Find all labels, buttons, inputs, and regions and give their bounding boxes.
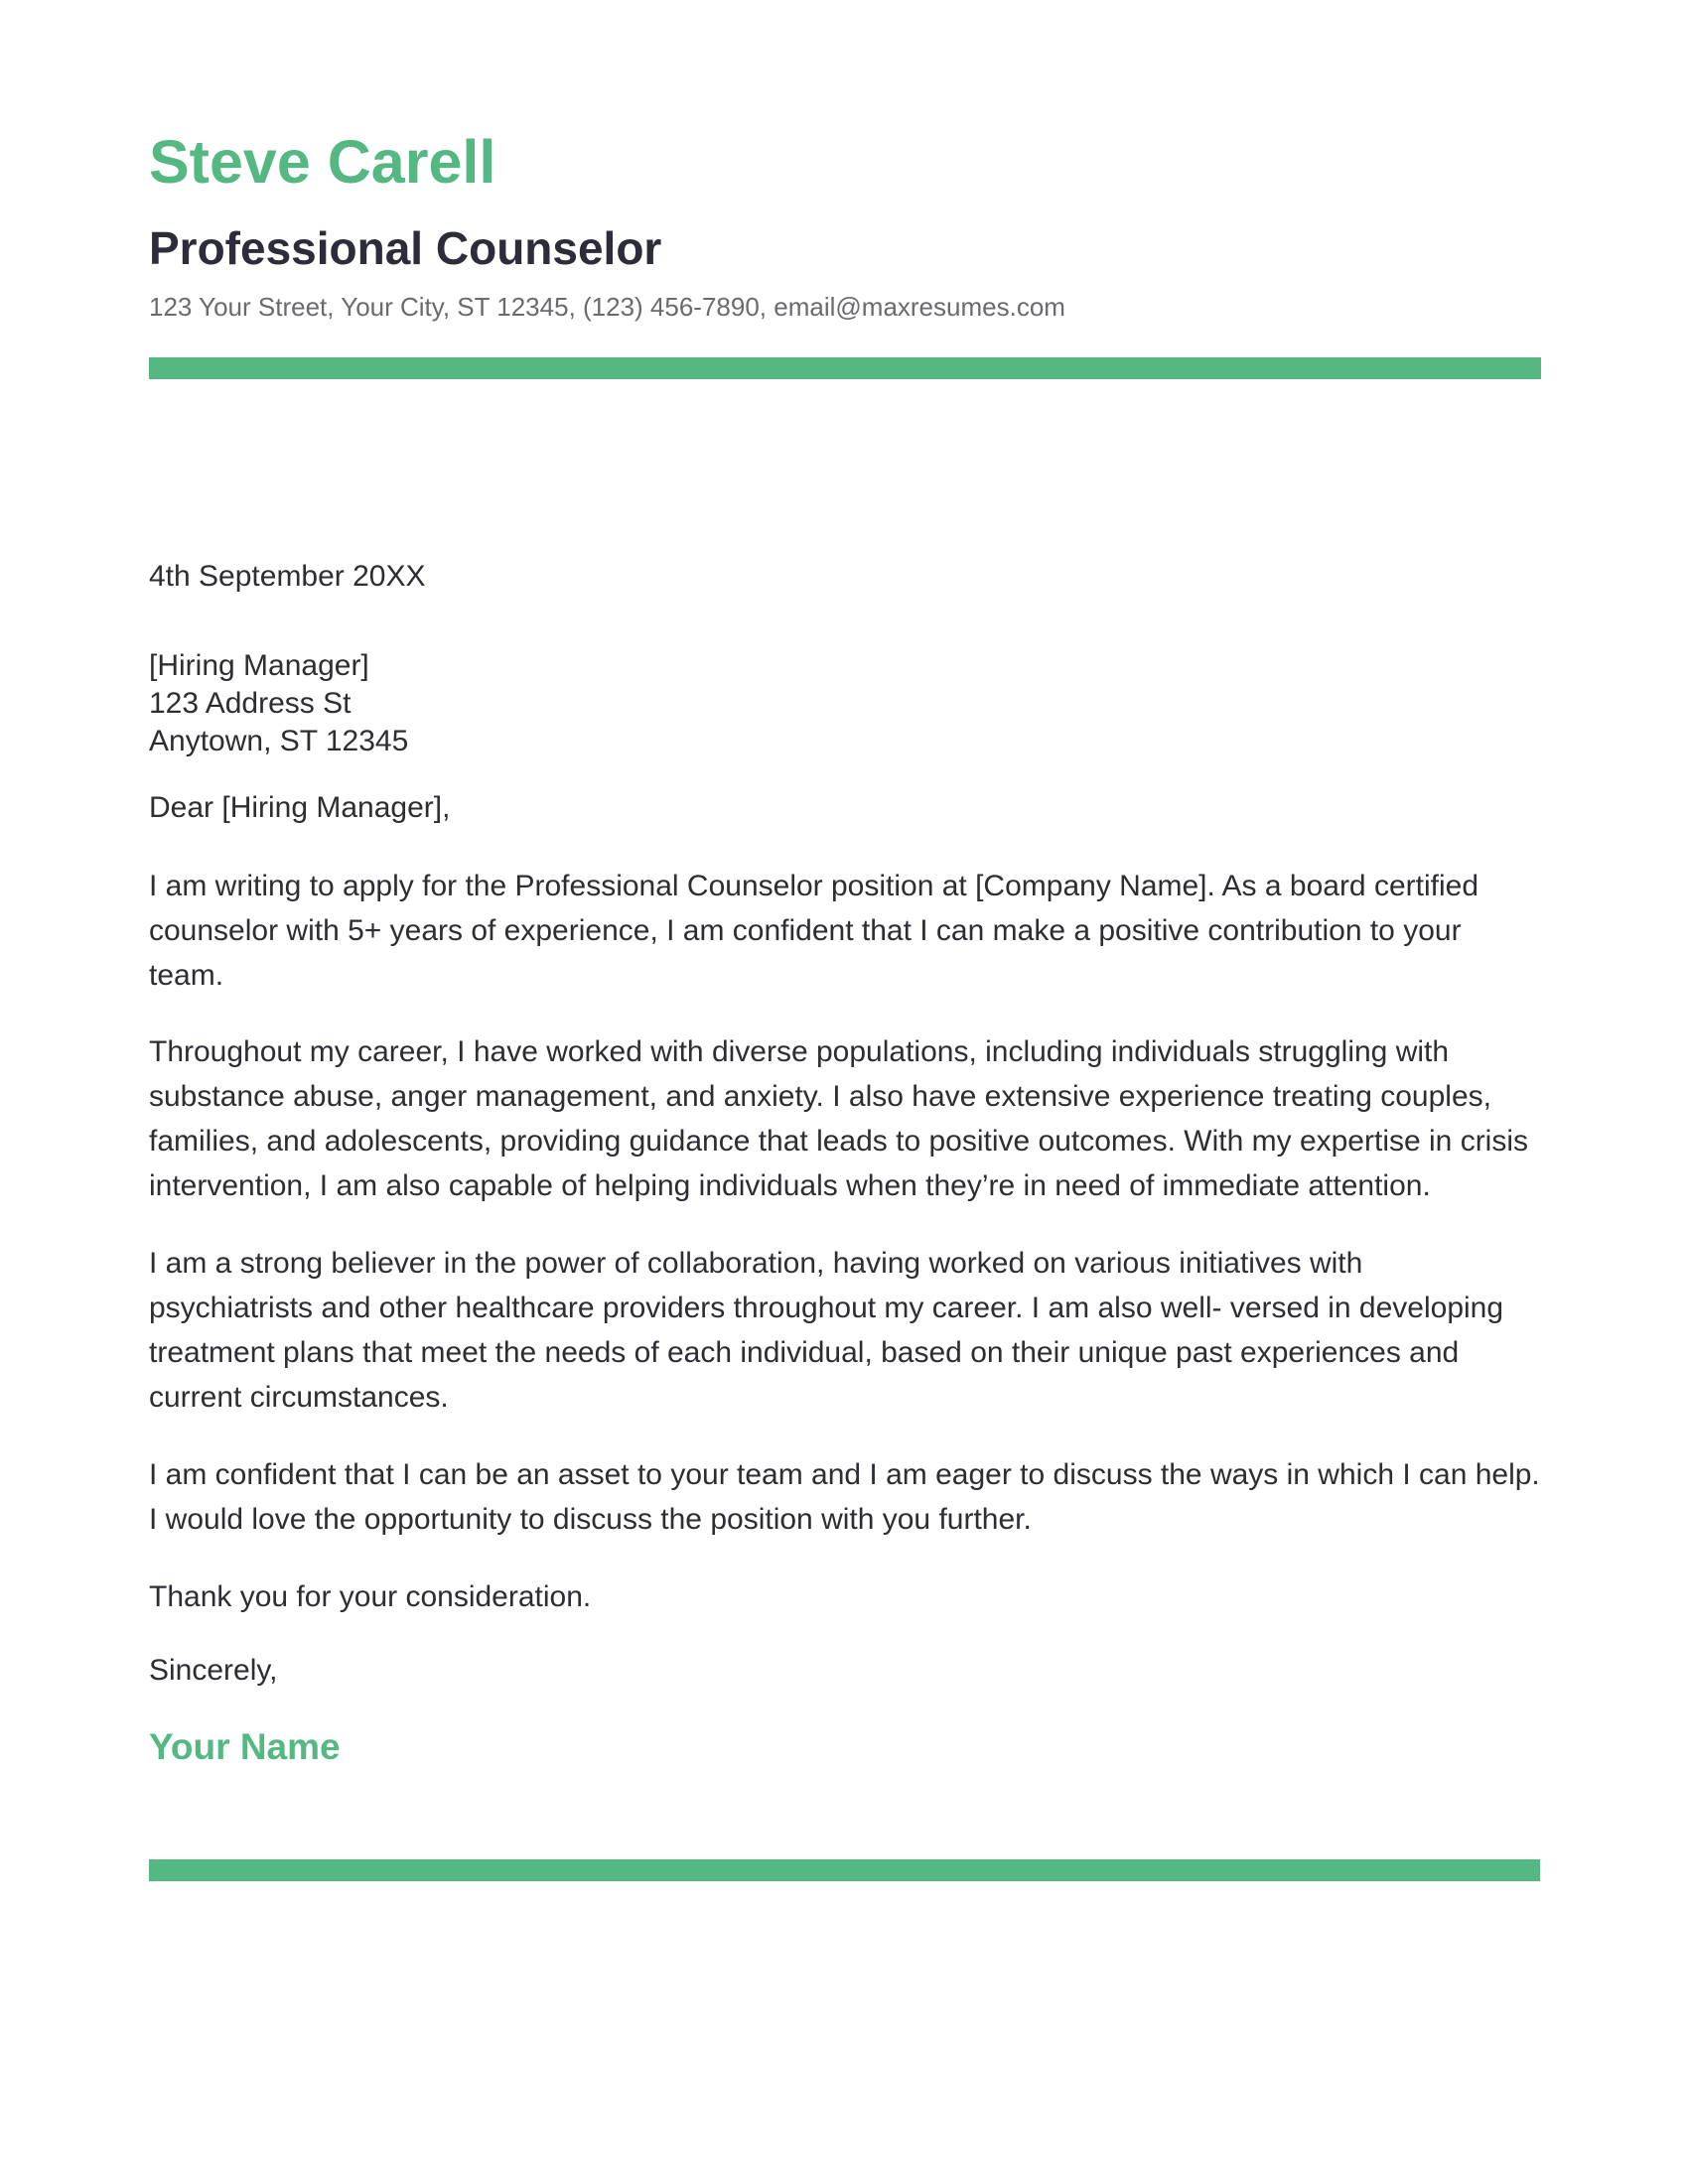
paragraph-line: Throughout my career, I have worked with diverse populations, including individuals struggling with <box>149 1035 1450 1068</box>
salutation: Dear [Hiring Manager], <box>149 791 451 824</box>
paragraph-line: substance abuse, anger management, and anxiety. I also have extensive experience treating couples, <box>149 1080 1491 1113</box>
paragraph-line: treatment plans that meet the needs of each individual, based on their unique past experiences and <box>149 1336 1460 1369</box>
paragraph-line: I am writing to apply for the Professional Counselor position at [Company Name]. As a board certified <box>149 870 1478 902</box>
paragraph-line: I am a strong believer in the power of collaboration, having worked on various initiatives with <box>149 1247 1363 1280</box>
paragraph-line: counselor with 5+ years of experience, I am confident that I can make a positive contribution to your <box>149 914 1462 947</box>
body-paragraph-3 <box>149 1241 1541 1420</box>
recipient-address-line1: 123 Address St <box>149 687 352 720</box>
body-paragraph-2 <box>149 1029 1549 1208</box>
header-divider <box>149 357 1541 379</box>
contact-info: 123 Your Street, Your City, ST 12345, (123) 456-7890, email@maxresumes.com <box>149 292 1065 322</box>
paragraph-line: current circumstances. <box>149 1381 449 1414</box>
signature-name: Your Name <box>149 1726 341 1767</box>
recipient-block <box>149 647 408 760</box>
letter-date: 4th September 20XX <box>149 560 426 593</box>
job-title: Professional Counselor <box>149 222 662 274</box>
recipient-name: [Hiring Manager] <box>149 649 369 682</box>
thank-you-line: Thank you for your consideration. <box>149 1580 592 1613</box>
closing: Sincerely, <box>149 1654 278 1687</box>
paragraph-line: families, and adolescents, providing guidance that leads to positive outcomes. With my expertise in crisis <box>149 1125 1529 1158</box>
paragraph-line: I am confident that I can be an asset to your team and I am eager to discuss the ways in which I can help. <box>149 1458 1540 1491</box>
body-paragraph-4 <box>149 1452 1549 1542</box>
paragraph-line: I would love the opportunity to discuss the position with you further. <box>149 1503 1032 1536</box>
paragraph-line: intervention, I am also capable of helping individuals when they’re in need of immediate attention. <box>149 1169 1431 1202</box>
applicant-name: Steve Carell <box>149 128 496 196</box>
body-paragraph-1 <box>149 864 1541 998</box>
paragraph-line: team. <box>149 959 224 992</box>
paragraph-line: psychiatrists and other healthcare providers throughout my career. I am also well- versed in developing <box>149 1292 1504 1324</box>
footer-divider <box>149 1859 1540 1881</box>
recipient-address-line2: Anytown, ST 12345 <box>149 725 409 757</box>
